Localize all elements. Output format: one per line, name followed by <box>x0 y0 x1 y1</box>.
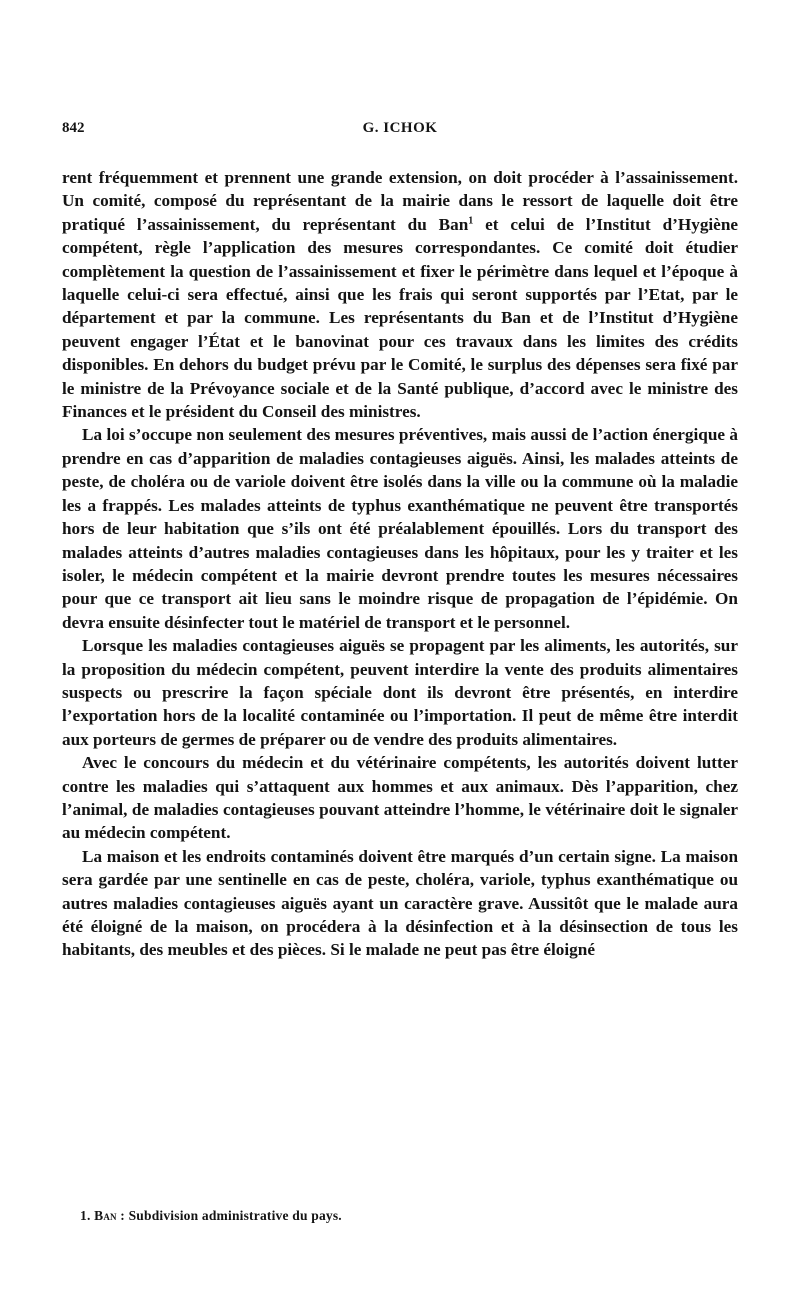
footnote-number: 1. <box>80 1208 91 1223</box>
page-number: 842 <box>62 120 85 136</box>
page-header <box>62 120 738 140</box>
paragraph-1-text-a: rent fréquemment et prennent une grande extension, on doit procéder à l’assainissement. Un comité, composé du représentant de la mairie dans le ressort de laquelle doit être pratiqué l’assainissement, du représentant du Ban <box>62 168 738 234</box>
paragraph-4: Avec le concours du médecin et du vétérinaire compétents, les autorités doivent lutter contre les maladies qui s’attaquent aux hommes et aux animaux. Dès l’apparition, chez l’animal, de maladies contagieuses pouvant atteindre l’homme, le vétérinaire doit le signaler au médecin compétent. <box>62 753 738 843</box>
paragraph-5: La maison et les endroits contaminés doivent être marqués d’un certain signe. La maison sera gardée par une sentinelle en cas de peste, choléra, variole, typhus exanthématique ou autres maladies contagieuses aiguës ayant un caractère grave. Aussitôt que le malade aura été éloigné de la maison, on procédera à la désinfection et à la désinsection de tous les habitants, des meubles et des pièces. Si le malade ne peut pas être éloigné <box>62 846 738 960</box>
paragraph-3: Lorsque les maladies contagieuses aiguës se propagent par les aliments, les autorités, sur la proposition du médecin compétent, peuvent interdire la vente des produits alimentaires suspects ou prescrire la façon spéciale dont ils devront être présentés, en interdire l’exportation hors de la localité contaminée ou l’importation. Il peut de même être interdit aux porteurs de germes de préparer ou de vendre des produits alimentaires. <box>62 636 738 749</box>
running-head: G. ICHOK <box>362 120 438 136</box>
document-page <box>62 0 738 1304</box>
footnote-text: : Subdivision administrative du pays. <box>116 1208 342 1223</box>
body-text <box>62 166 738 962</box>
paragraph-1 <box>62 166 738 423</box>
footnote-reference: 1 <box>468 215 474 227</box>
footnote-term: Ban <box>94 1208 117 1223</box>
footnote <box>80 1208 720 1224</box>
paragraph-1-text-b: et celui de l’Institut d’Hygiène compétent, règle l’application des mesures correspondantes. Ce comité doit étudier complètement la question de l’assainissement et fixer le périmètre dans lequel et l’époque à laquelle celui-ci sera effectué, ainsi que les frais qui seront supportés par l’Etat, par le département et par la commune. Les représentants du Ban et de l’Institut d’Hygiène peuvent engager l’État et le banovinat pour ces travaux dans les limites des crédits disponibles. En dehors du budget prévu par le Comité, le surplus des dépenses sera fixé par le ministre de la Prévoyance sociale et de la Santé publique, d’accord avec le ministre des Finances et le président du Conseil des ministres. <box>62 214 739 422</box>
paragraph-2: La loi s’occupe non seulement des mesures préventives, mais aussi de l’action énergique à prendre en cas d’apparition de maladies contagieuses aiguës. Ainsi, les malades atteints de peste, de choléra ou de variole doivent être isolés dans la ville ou la commune où la maladie les a frappés. Les malades atteints de typhus exanthématique ne peuvent être transportés hors de leur habitation que s’ils ont été préalablement épouillés. Lors du transport des malades atteints d’autres maladies contagieuses dans les hôpitaux, pour les y traiter et les isoler, le médecin compétent et la mairie devront prendre toutes les mesures nécessaires pour que ce transport ait lieu sans le moindre risque de propagation de l’épidémie. On devra ensuite désinfecter tout le matériel de transport et le personnel. <box>62 425 738 632</box>
